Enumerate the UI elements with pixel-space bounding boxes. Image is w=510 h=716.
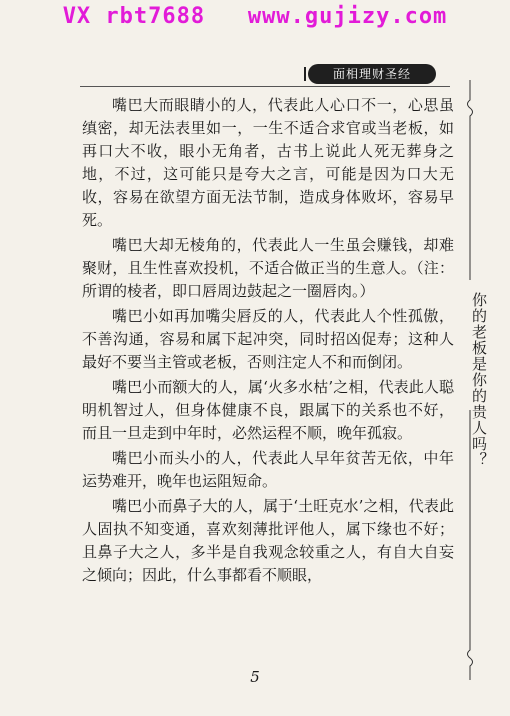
paragraph: 嘴巴小而额大的人，属‘火多水枯’之相，代表此人聪明机智过人，但身体健康不良，跟属下的关系也不好，而且一旦走到中年时，必然运程不顺，晚年孤寂。 xyxy=(82,378,454,442)
paragraph: 嘴巴大却无棱角的，代表此人一生虽会赚钱，却难聚财，且生性喜欢投机，不适合做正当的生意人。（注：所谓的棱者，即口唇周边鼓起之一圈唇肉。） xyxy=(82,236,454,300)
paragraph: 嘴巴小而鼻子大的人，属于‘土旺克水’之相，代表此人固执不知变通，喜欢刻薄批评他人，属下缘也不好；且鼻子大之人，多半是自我观念较重之人，有自大自妄之倾向；因此，什么事都看不顺眼， xyxy=(82,497,454,584)
chapter-side-title: 你的老板是你的贵人吗？ xyxy=(470,292,488,468)
page-number: 5 xyxy=(250,668,260,686)
body-text xyxy=(82,94,454,589)
paragraph: 嘴巴大而眼睛小的人，代表此人心口不一，心思虽缜密，却无法表里如一，一生不适合求官或当老板，如再口大不收，眼小无角者，古书上说此人死无葬身之地，不过，这可能只是夸大之言，可能是因为口大无收，容易在欲望方面无法节制，造成身体败坏，容易早死。 xyxy=(82,96,454,229)
watermark-text: VX rbt7688 www.gujizy.com xyxy=(62,4,448,29)
header-rule xyxy=(80,86,450,87)
book-title-tab: 面相理财圣经 xyxy=(308,64,436,84)
paragraph: 嘴巴小而头小的人，代表此人早年贫苦无依，中年运势难开，晚年也运阻短命。 xyxy=(82,449,454,490)
paragraph: 嘴巴小如再加嘴尖唇反的人，代表此人个性孤傲，不善沟通，容易和属下起冲突，同时招凶促寿；这种人最好不要当主管或老板，否则注定人不和而倒闭。 xyxy=(82,307,454,371)
